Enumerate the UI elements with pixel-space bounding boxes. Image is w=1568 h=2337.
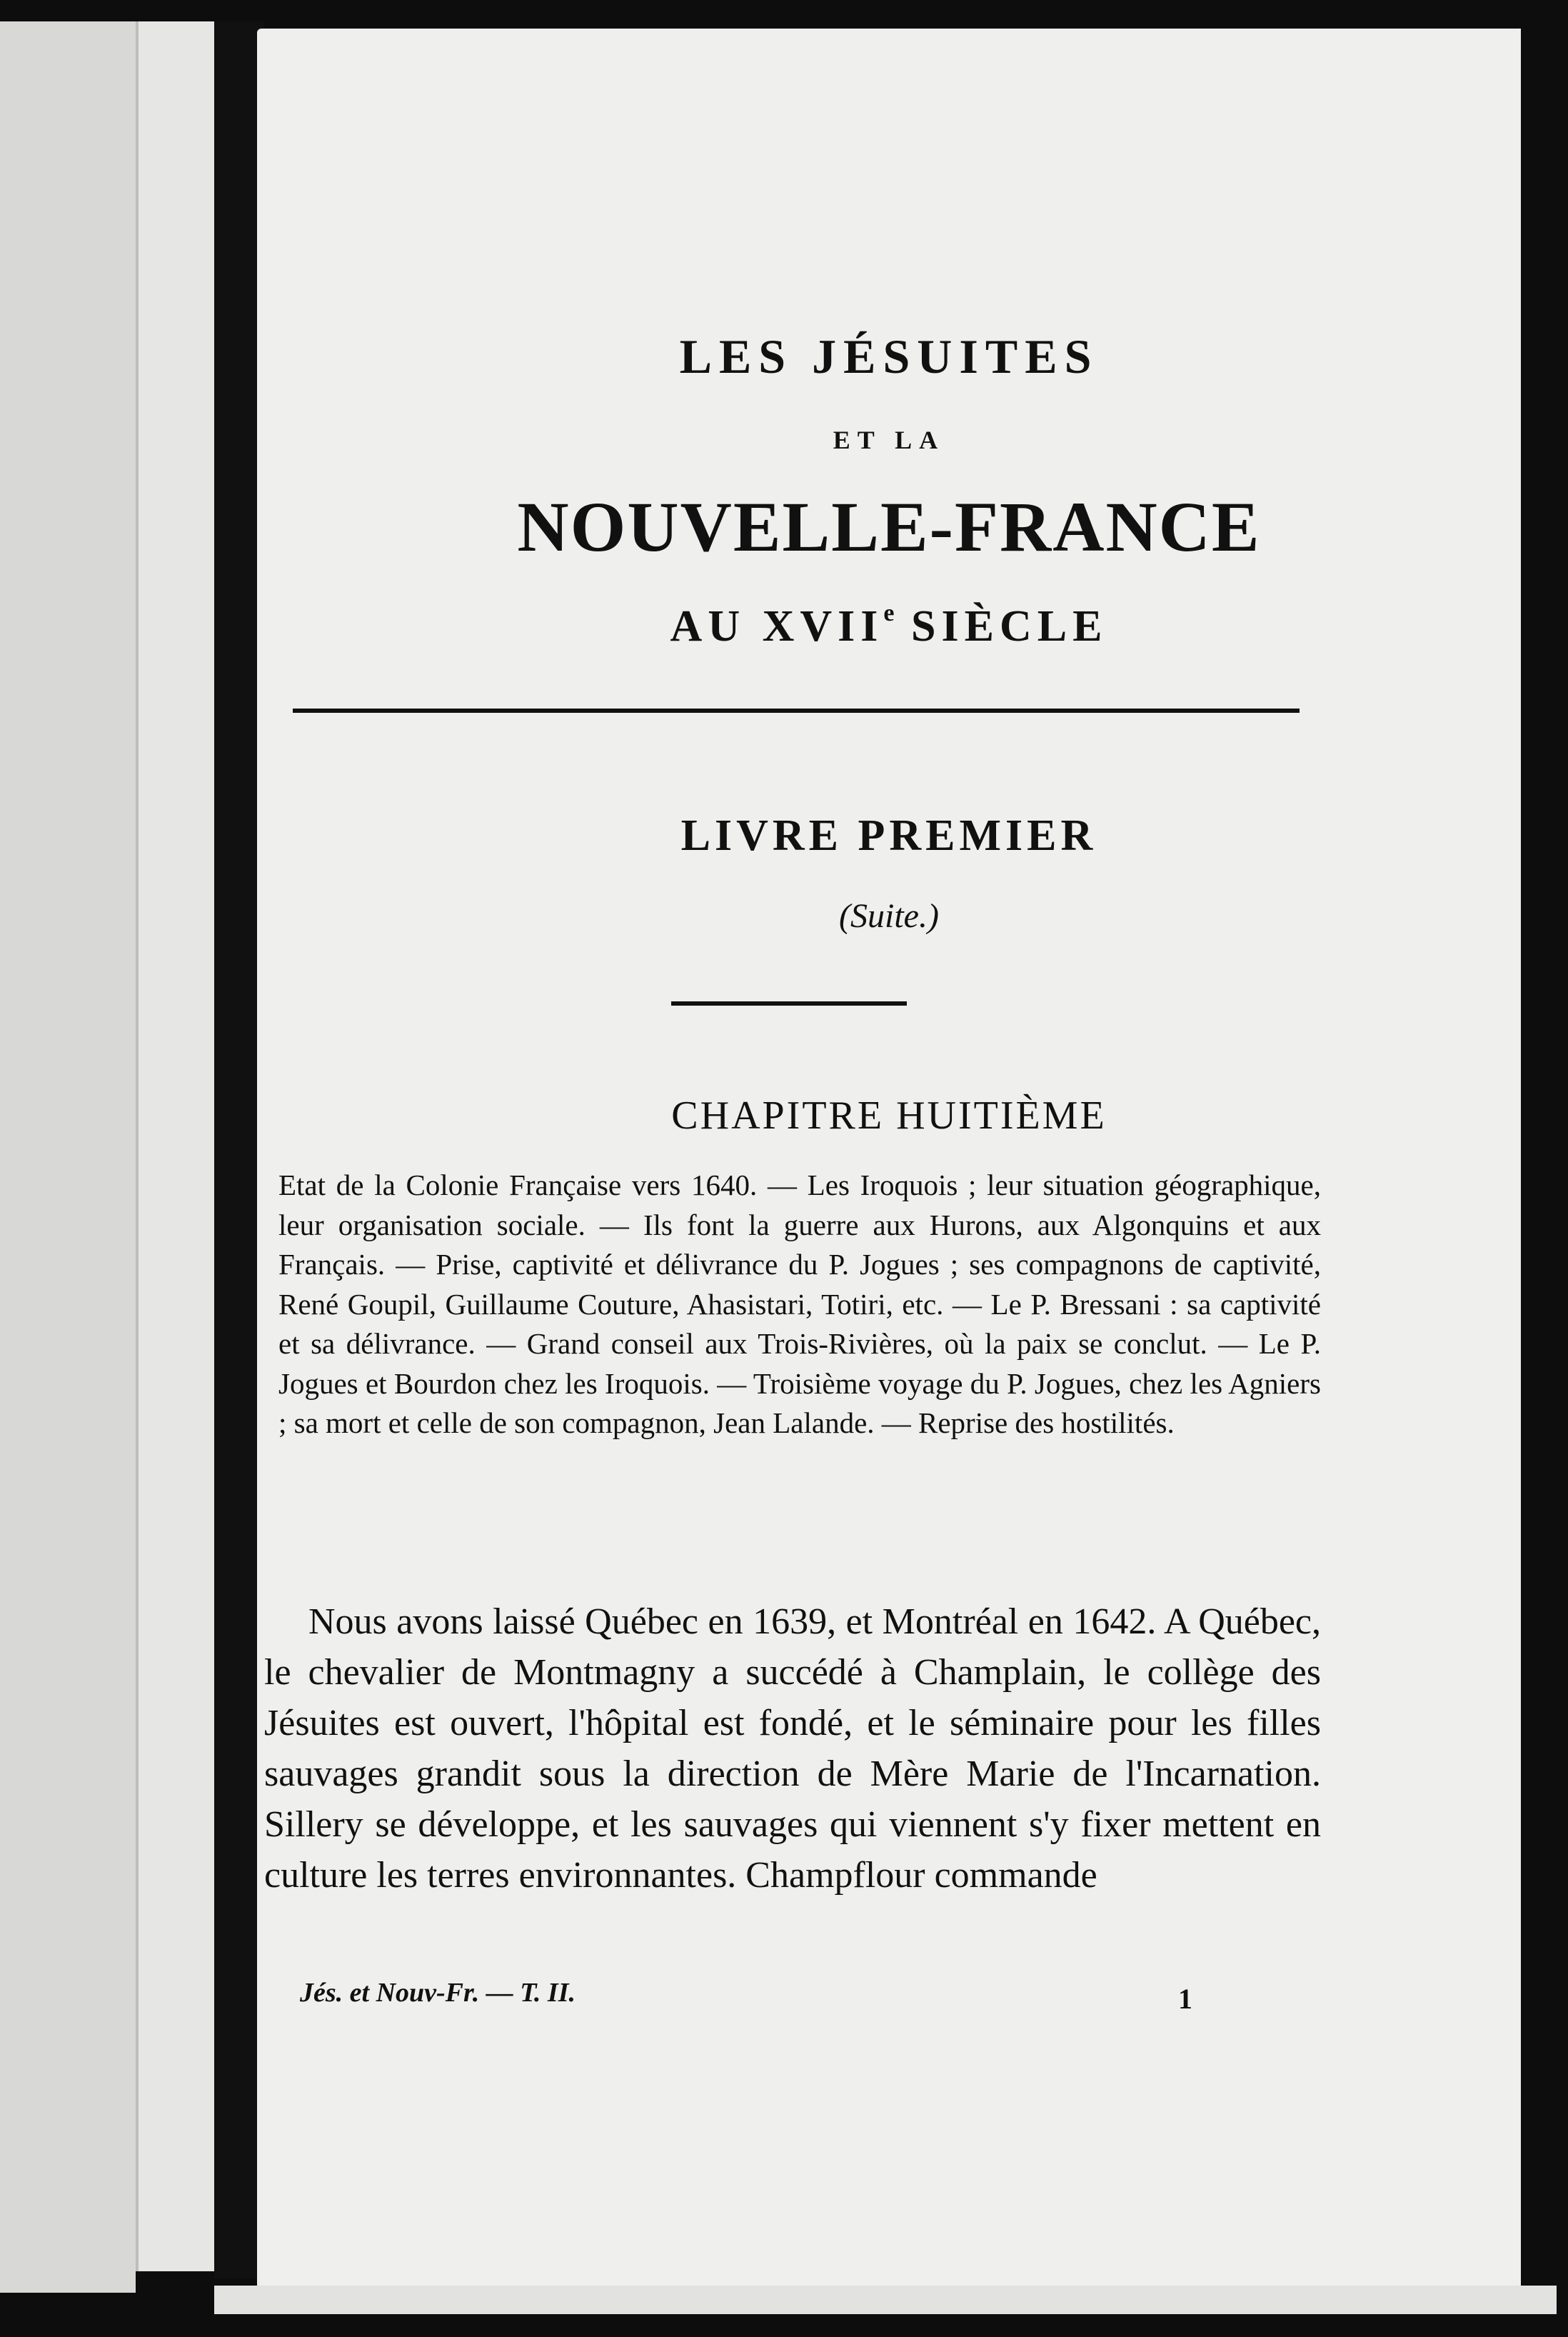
page-bottom-edge [214,2286,1557,2314]
title-line-4-superscript: e [883,600,895,626]
title-line-4 [257,600,1521,652]
book-heading: LIVRE PREMIER [680,811,1097,860]
title-line-3: NOUVELLE-FRANCE [517,487,1261,566]
book-subheading: (Suite.) [839,897,939,935]
chapter-heading: CHAPITRE HUITIÈME [671,1094,1107,1138]
ink-blot [228,2050,247,2078]
previous-leaf-edge [0,21,136,2293]
title-line-2: ET LA [833,426,945,454]
title-line-4-main: AU XVII [670,602,884,651]
printed-page [257,29,1521,2286]
section-divider-rule [671,1001,907,1006]
title-divider-rule [293,709,1300,713]
right-scan-border [1521,29,1557,2314]
title-line-1: LES JÉSUITES [679,329,1099,384]
signature-mark: Jés. et Nouv-Fr. — T. II. [300,1978,576,2008]
chapter-summary: Etat de la Colonie Française vers 1640. — Les Iroquois ; leur situation géographique, leur organisation sociale. — Ils font la guerre aux Hurons, aux Algonquins et aux Français. — Prise, captivité et délivrance du P. Jogues ; ses compagnons de captivité, René Goupil, Guillaume Couture, Ahasistari, Totiri, etc. — Le P. Bressani : sa captivité et sa délivrance. — Grand conseil aux Trois-Rivières, où la paix se conclut. — Le P. Jogues et Bourdon chez les Iroquois. — Troisième voyage du P. Jogues, chez les Agniers ; sa mort et celle de son compagnon, Jean Lalande. — Reprise des hostilités. [278,1168,1321,1439]
body-paragraph: Nous avons laissé Québec en 1639, et Montréal en 1642. A Québec, le chevalier de Montmagny a succédé à Champlain, le collège des Jésuites est ouvert, l'hôpital est fondé, et le séminaire pour les filles sauvages grandit sous la direction de Mère Marie de l'Incarnation. Sillery se développe, et les sauvages qui viennent s'y fixer mettent en culture les terres environnantes. Champflour commande [264,1601,1321,1896]
page-number: 1 [1178,1983,1192,2015]
title-line-4-end: SIÈCLE [894,602,1108,651]
previous-leaf-inner-edge [136,21,217,2271]
